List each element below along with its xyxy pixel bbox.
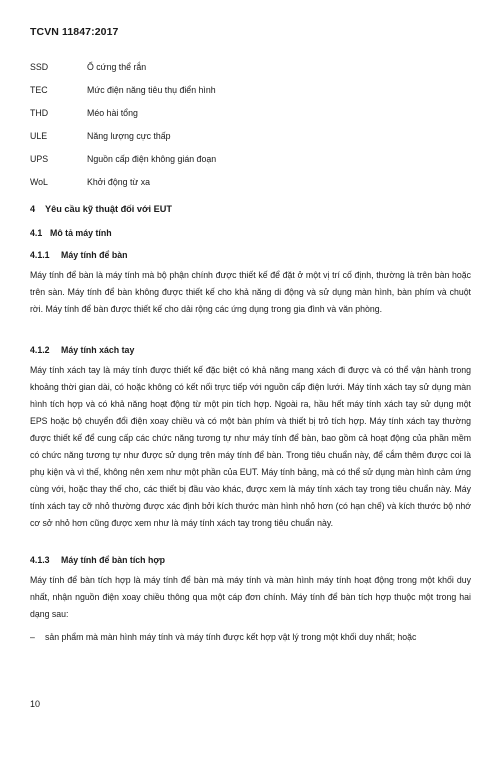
page-number: 10: [30, 699, 41, 709]
abbreviation-description: Khởi động từ xa: [87, 176, 151, 187]
paragraph-desktop: Máy tính để bàn là máy tính mà bộ phận chính được thiết kế để đặt ở một vị trí cố định, thường là trên bàn hoặc trên sàn. Máy tính để bàn không được thiết kế cho khả năng di động và sử dụng màn hình, bàn phím và chuột rời. Máy tính để bàn được thiết kế cho dải rộng các ứng dụng trong gia đình và văn phòng.: [30, 270, 471, 314]
paragraph-integrated-desktop: Máy tính để bàn tích hợp là máy tính để bàn mà máy tính và màn hình máy tính hoạt động trong một khối duy nhất, nhận nguồn điện xoay chiều thông qua một cáp đơn chính. Máy tính để bàn tích hợp thuộc một trong hai dạng sau:: [30, 575, 471, 619]
subsection-number: 4.1.2: [30, 345, 50, 355]
bullet-item: [30, 629, 471, 646]
section-heading: [30, 204, 172, 214]
abbreviation-description: Méo hài tổng: [87, 107, 138, 118]
bullet-text: sản phẩm mà màn hình máy tính và máy tính được kết hợp vật lý trong một khối duy nhất; hoặc: [45, 632, 417, 642]
abbreviation-code: TEC: [30, 84, 48, 95]
abbreviation-code: WoL: [30, 176, 48, 187]
subsection-title: Máy tính xách tay: [61, 345, 135, 355]
abbreviation-list: [30, 55, 470, 193]
subsection-title: Máy tính để bàn: [61, 250, 128, 260]
subsection-number: 4.1.3: [30, 555, 50, 565]
abbreviation-row: [30, 147, 470, 170]
section-number: 4: [30, 204, 36, 214]
subsection-number: 4.1.1: [30, 250, 50, 260]
abbreviation-description: Mức điện năng tiêu thụ điển hình: [87, 84, 216, 95]
subsection-title: Mô tả máy tính: [50, 228, 112, 238]
subsection-number: 4.1: [30, 228, 43, 238]
abbreviation-row: [30, 101, 470, 124]
abbreviation-code: ULE: [30, 130, 48, 141]
abbreviation-description: Năng lượng cực thấp: [87, 130, 171, 141]
section-title: Yêu cầu kỹ thuật đối với EUT: [45, 204, 173, 214]
abbreviation-row: [30, 170, 470, 193]
document-header: TCVN 11847:2017: [30, 26, 119, 38]
subsection-heading: [30, 250, 127, 260]
subsection-heading: [30, 345, 134, 355]
paragraph-notebook: Máy tính xách tay là máy tính được thiết kế đặc biệt có khả năng mang xách đi được và có thể vận hành trong khoảng thời gian dài, có hoặc không có kết nối trực tiếp với nguồn cấp điện lưới. Máy tính xách tay sử dụng màn hình tích hợp và có khả năng hoạt động từ một pin tích hợp. Ngoài ra, hầu hết máy tính xách tay sử dụng một EPS hoặc bộ chuyển đổi điện xoay chiều và có một bàn phím và thiết bị trỏ tích hợp. Máy tính xách tay thường được thiết kế để cung cấp các chức năng tương tự như máy tính để bàn, bao gồm cả hoạt động của phần mềm có chức năng tương tự như được sử dụng trên máy tính để bàn. Trong tiêu chuẩn này, để cắm thêm được coi là phụ kiện và vì thế, không nên xem như một phần của EUT. Máy tính bảng, mà có thể sử dụng màn hình cảm ứng cùng với, hoặc thay thế cho, các thiết bị đầu vào khác, được xem là máy tính xách tay trong tiêu chuẩn này. Máy tính xách tay cỡ nhỏ thường được xác định bởi kích thước màn hình nhỏ hơn (có hạn chế) và kích thước bộ nhớ cơ sở nhỏ hơn cũng được xem như là máy tính xách tay trong tiêu chuẩn này.: [30, 365, 471, 528]
abbreviation-description: Nguồn cấp điện không gián đoạn: [87, 153, 217, 164]
abbreviation-row: [30, 78, 470, 101]
subsection-heading: [30, 555, 165, 565]
abbreviation-description: Ổ cứng thể rắn: [87, 61, 147, 72]
abbreviation-row: [30, 124, 470, 147]
abbreviation-row: [30, 55, 470, 78]
abbreviation-code: THD: [30, 107, 49, 118]
subsection-title: Máy tính để bàn tích hợp: [61, 555, 165, 565]
subsection-heading: [30, 228, 112, 238]
bullet-dash: –: [30, 632, 35, 642]
abbreviation-code: SSD: [30, 61, 49, 72]
abbreviation-code: UPS: [30, 153, 49, 164]
